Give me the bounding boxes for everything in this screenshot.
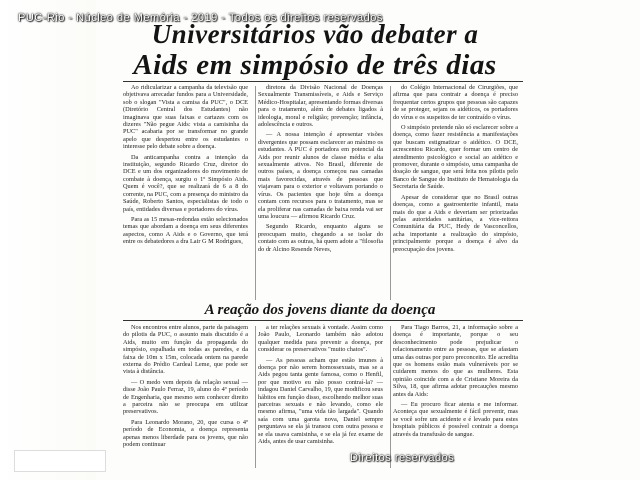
article2-column-3 [393,324,518,470]
paragraph: Para Tiago Barros, 21, a informação sobre a doença é importante, porque o seu desconhecimento pode prejudicar o relacionamento entre as pessoas, que se afastam uma das outras por puro preconceito. Ele acredita que os homens estão mais vulneráveis por se cuidarem menos do que as mulheres. Esta opinião coincide com a de Cristiane Moreira da Silva, 18, que afirma adotar precauções mesmo antes da Aids: [393,324,518,398]
watermark-bottom: Direitos reservados [350,452,455,464]
article2-column-2 [258,324,383,470]
paragraph: Para Leonardo Morano, 20, que cursa o 4º período de Economia, a doença representa apenas menos liberdade para os jovens, que não podem continuar [123,418,248,449]
subhead-rule [123,320,523,321]
article-columns [123,84,523,306]
headline-line-2: Aids em simpósio de três dias [133,49,497,81]
top-rule [123,81,523,82]
paragraph: do Colégio Internacional de Cirurgiões, que afirma que para contrair a doença é preciso frequentar certos grupos que pessoas são capazes de se proteger, sejam os aidéticos, os portadores do vírus e os suspeitos de ter contraído o vírus. [393,84,518,121]
column-divider [255,326,256,468]
paragraph: Nos encontros entre alunos, parte da paisagem do pilotis da PUC, o assunto mais discutido é a Aids, muito em função da propaganda do simpósio, espalhada em todas as paredes, e da faixa de 10m x 15m, colocada ontem na parede externa do Prédio Cardeal Leme, que pode ser vista à distância. [123,324,248,376]
article2-column-1 [123,324,248,470]
column-divider [390,326,391,468]
headline-line-1: Universitários vão debater a [151,19,479,49]
column-divider [390,86,391,300]
article-column-1 [123,84,248,306]
paragraph: — As pessoas acham que estão imunes à doença por não serem homossexuais, mas se a Aids pegou tanta gente famosa, como o Henfil, por que motivo eu não posso contraí-la? — indagou Daniel Carvalho, 19, que modificou seus hábitos em função disso, escolhendo melhor suas parceiras sexuais e não levando, como ele mesmo afirma, "uma vida tão largada". Quando saía com uma garota nova, Daniel sempre perguntava se ela já transou com outra pessoa e se ela usava camisinha, e se ela já fez exame de Aids, antes de usar camisinha. [258,356,383,446]
watermark-top: PUC-Rio - Núcleo de Memória - 2019 - Todos os direitos reservados [18,12,383,24]
paragraph: a ter relações sexuais à vontade. Assim como João Paulo, Leonardo também não adotou qualquer medida para prevenir a doença, por considerar os preservativos "muito chatos". [258,324,383,354]
viewer-toolbar-placeholder [14,450,106,472]
subheadline: A reação dos jovens diante da doença [204,302,436,318]
paragraph: — O medo vem depois da relação sexual — disse João Paulo Ferraz, 19, aluno do 4º período de Engenharia, que mesmo sem conhecer direito a parceira não se preocupa em utilizar preservativos. [123,378,248,416]
article-column-3 [393,84,518,306]
paragraph: — A nossa intenção é apresentar visões divergentes que possam esclarecer ao máximo os estudantes. A PUC é portadora em potencial da Aids por reunir alunos de classe média e alta sexualmente ativos. No Brasil, diferente de outros países, a doença começou nas camadas mais favorecidas, através de pessoas que viajavam para o exterior e voltavam portando o vírus. Os pacientes que hoje têm a doença contam com recursos para o tratamento, mas se ela proliferar nas camadas de baixa renda vai ser uma loucura — afirmou Ricardo Cruz. [258,131,383,220]
column-divider [255,86,256,300]
paragraph: — Eu procuro ficar atenta e me informar. Aconteça que sexualmente é fácil prevenir, mas se você sofre um acidente e é levado para estes hospitais públicos é possível contrair a doença através da transfusão de sangue. [393,401,518,438]
paragraph: Segundo Ricardo, enquanto alguns se preocupam muito, chegando a se isolar do contato com as outras, há quem adote a "filosofia do dr Alcino Resende Neves, [258,223,383,253]
article2-columns [123,324,523,472]
paragraph: O simpósio pretende não só esclarecer sobre a doença, como fazer resistência a manifestações que buscam estigmatizar o aidético. O DCE, acrescentou Ricardo, quer formar um centro de atendimento psicológico e social ao aidético e promover, durante o simpósio, uma campanha de doação de sangue, que será feita nos pilotis pelo Banco de Sangue do Instituto de Hematologia da Secretaria de Saúde. [393,124,518,191]
paragraph: Apesar de considerar que no Brasil outras doenças, como a gastroenterite infantil, mata mais do que a Aids e deveriam ser priorizadas pelas autoridades sanitárias, a vice-reitora Comunitária da PUC, Hedy de Vasconcellos, acha importante a realização do simpósio, principalmente porque a doença é alvo da preocupação dos jovens. [393,193,518,253]
scan-margin [0,0,96,480]
paragraph: diretora da Divisão Nacional de Doenças Sexualmente Transmissíveis, e Aids e Serviço Médico-Hospitalar, apresentando formas diversas para o tratamento, além de debates ligados à ideologia, moral e religião; prevenção; infância, adolescência e outros. [258,84,383,129]
article-column-2 [258,84,383,306]
paragraph: Ao ridicularizar a campanha da televisão que objetivava arrecadar fundos para a Universidade, sob o slogan "Vista a camisa da PUC", o DCE (Diretório Central dos Estudantes) não imaginava que suas faixas e cartazes com os dizeres "Não pegue Aids: vista a camisinha da PUC" acabaria por se transformar no grande apelo que despertou entre os estudantes o interesse pelo debate sobre a doença. [123,84,248,151]
paragraph: Da anticampanha contra a intenção da instituição, segundo Ricardo Cruz, diretor do DCE e um dos organizadores do movimento de combate à doença, surgiu o 1º Simpósio Aids. Quem é você?, que se realizará de 6 a 8 do corrente, na PUC, com a presença do ministro da Saúde, Roberto Santos, especialistas de todo o país, entidades diversas e portadores do vírus. [123,153,248,213]
paragraph: Para as 15 mesas-redondas estão selecionados temas que abordam a doença em seus diferentes aspectos, como A Aids e o Governo, que terá entre os debatedores a dra Lair G M Rodrigues, [123,215,248,246]
